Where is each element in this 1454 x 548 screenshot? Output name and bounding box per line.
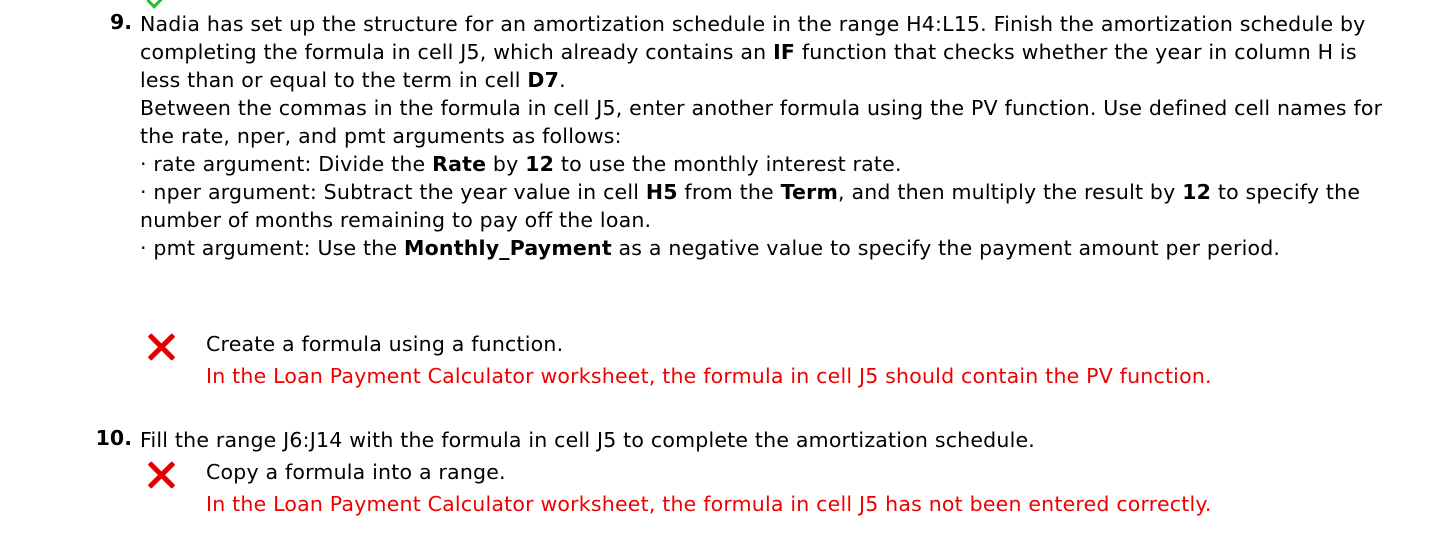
instruction-line: the rate, nper, and pmt arguments as follows: <box>140 124 622 148</box>
step-number: 9. <box>109 10 132 34</box>
result-message: In the Loan Payment Calculator worksheet, the formula in cell J5 has not been entered correctly. <box>206 492 1212 516</box>
instruction-line: Between the commas in the formula in cell J5, enter another formula using the PV function. Use defined cell names for <box>140 96 1383 120</box>
x-icon <box>146 460 176 490</box>
instruction-bullet: · nper argument: Subtract the year value in cell H5 from the Term, and then multiply the result by 12 to specify the <box>140 180 1361 204</box>
instruction-line: less than or equal to the term in cell D7. <box>140 68 566 92</box>
instruction-line: completing the formula in cell J5, which already contains an IF function that checks whether the year in column H is <box>140 40 1357 64</box>
instruction-line: number of months remaining to pay off the loan. <box>140 208 652 232</box>
instruction-line: Nadia has set up the structure for an amortization schedule in the range H4:L15. Finish the amortization schedule by <box>140 12 1366 36</box>
instruction-bullet: · pmt argument: Use the Monthly_Payment as a negative value to specify the payment amount per period. <box>140 236 1281 260</box>
x-icon <box>146 332 176 362</box>
check-icon <box>146 0 164 9</box>
result-title: Copy a formula into a range. <box>206 460 506 484</box>
step-number: 10. <box>95 426 132 450</box>
step-instructions <box>140 10 1382 262</box>
result-title: Create a formula using a function. <box>206 332 564 356</box>
instruction-bullet: · rate argument: Divide the Rate by 12 to use the monthly interest rate. <box>140 152 902 176</box>
step-instructions <box>140 426 1035 454</box>
instruction-line: Fill the range J6:J14 with the formula in cell J5 to complete the amortization schedule. <box>140 428 1036 452</box>
result-message: In the Loan Payment Calculator worksheet, the formula in cell J5 should contain the PV function. <box>206 364 1212 388</box>
